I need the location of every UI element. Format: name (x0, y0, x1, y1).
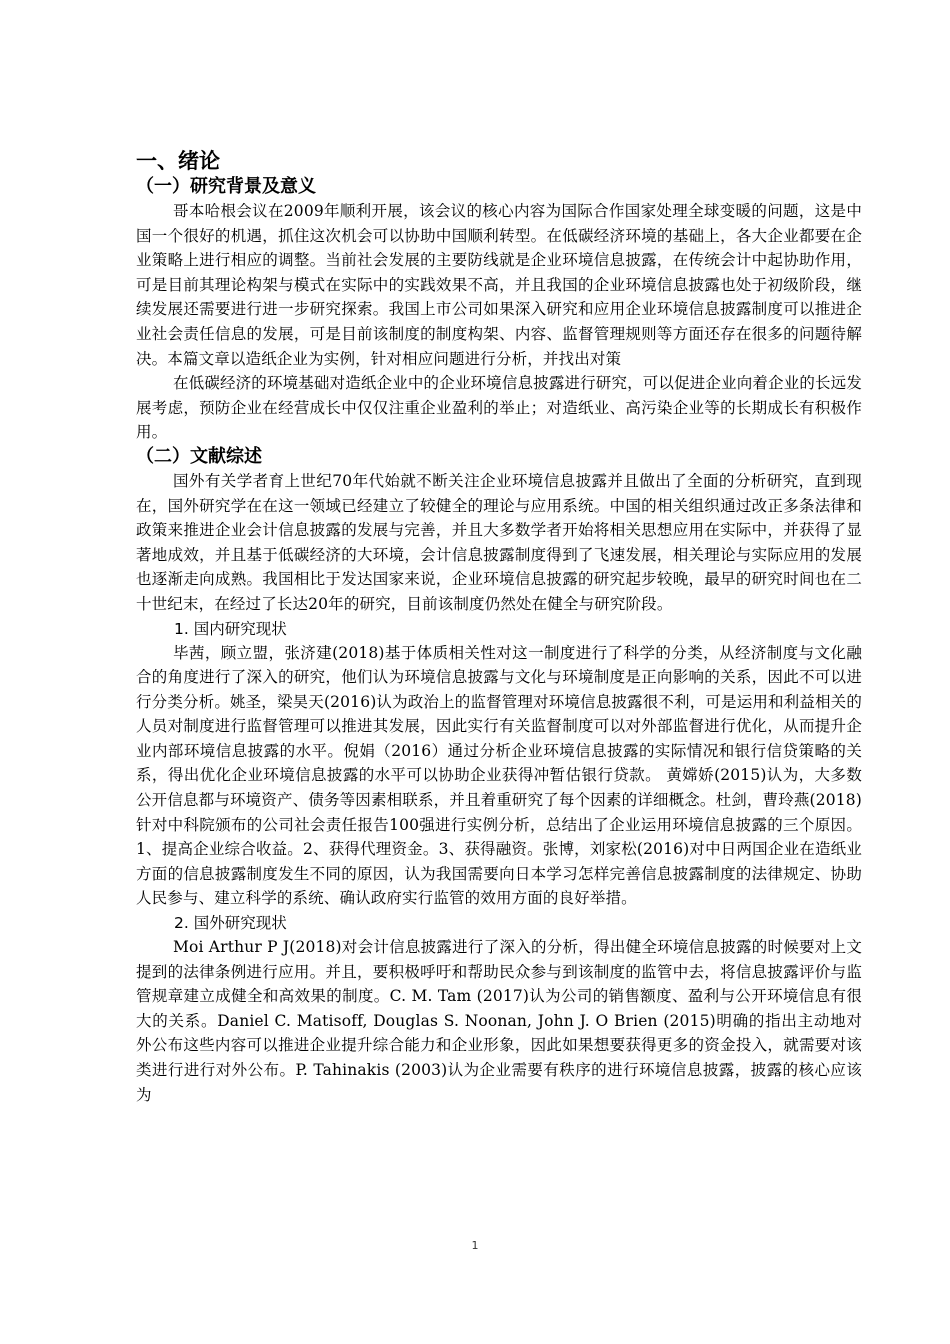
page-number: 1 (471, 1239, 479, 1252)
paragraph-foreign-research: Moi Arthur P J(2018)对会计信息披露进行了深入的分析，得出健全环境信息披露的时候要对上文提到的法律条例进行应用。并且，要积极呼吁和帮助民众参与到该制度的监管中去，将信息披露评价与监管规章建立成健全和高效果的制度。C. M. Tam (2017)认为公司的销售额度、盈利与公开环境信息有很大的关系。Daniel C. Matisoff, Douglas S. Noonan, John J. O Brien (2015)明确的指出主动地对外公布这些内容可以推进企业提升综合能力和企业形象，因此如果想要获得更多的资金投入，就需要对该类进行进行对外公布。P. Tahinakis (2003)认为企业需要有秩序的进行环境信息披露，披露的核心应该为 (136, 938, 862, 1104)
paragraph-background-1: 哥本哈根会议在2009年顺利开展，该会议的核心内容为国际合作国家处理全球变暖的问题，这是中国一个很好的机遇，抓住这次机会可以协助中国顺利转型。在低碳经济环境的基础上，各大企业都要在企业策略上进行相应的调整。当前社会发展的主要防线就是企业环境信息披露，在传统会计中起协助作用，可是目前其理论构架与模式在实际中的实践效果不高，并且我国的企业环境信息披露也处于初级阶段，继续发展还需要进行进一步研究探索。我国上市公司如果深入研究和应用企业环境信息披露制度可以推进企业社会责任信息的发展，可是目前该制度的制度构架、内容、监督管理规则等方面还存在很多的问题待解决。本篇文章以造纸企业为实例，针对相应问题进行分析，并找出对策 (136, 202, 862, 368)
paragraph-background-2: 在低碳经济的环境基础对造纸企业中的企业环境信息披露进行研究，可以促进企业向着企业的长远发展考虑，预防企业在经营成长中仅仅注重企业盈利的举止；对造纸业、高污染企业等的长期成长有积极作用。 (136, 374, 862, 442)
subsection-heading-foreign: 2. 国外研究现状 (174, 914, 287, 933)
chapter-title: 一、绪论 (136, 149, 220, 173)
paragraph-literature-intro: 国外有关学者育上世纪70年代始就不断关注企业环境信息披露并且做出了全面的分析研究，直到现在，国外研究学在在这一领域已经建立了较健全的理论与应用系统。中国的相关组织通过改正多条法律和政策来推进企业会计信息披露的发展与完善，并且大多数学者开始将相关思想应用在实际中，并获得了显著地成效，并且基于低碳经济的大环境，会计信息披露制度得到了飞速发展，相关理论与实际应用的发展也逐渐走向成熟。我国相比于发达国家来说，企业环境信息披露的研究起步较晚，最早的研究时间也在二十世纪末，在经过了长达20年的研究，目前该制度仍然处在健全与研究阶段。 (136, 471, 862, 613)
paragraph-domestic-research: 毕茜，顾立盟，张济建(2018)基于体质相关性对这一制度进行了科学的分类，从经济制度与文化融合的角度进行了深入的研究，他们认为环境信息披露与文化与环境制度是正向影响的关系，因此不可以进行分类分析。姚圣，梁昊天(2016)认为政治上的监督管理对环境信息披露很不利，可是运用和利益相关的人员对制度进行监督管理可以推进其发展，因此实行有关监督制度可以对外部监督进行优化，从而提升企业内部环境信息披露的水平。倪娟（2016）通过分析企业环境信息披露的实际情况和银行信贷策略的关系，得出优化企业环境信息披露的水平可以协助企业获得冲暂估银行贷款。 黄嫦娇(2015)认为，大多数公开信息都与环境资产、债务等因素相联系，并且着重研究了每个因素的详细概念。杜剑，曹玲燕(2018)针对中科院颁布的公司社会责任报告100强进行实例分析，总结出了企业运用环境信息披露的三个原因。1、提高企业综合收益。2、获得代理资金。3、获得融资。张博，刘家松(2016)对中日两国企业在造纸业方面的信息披露制度发生不同的原因，认为我国需要向日本学习怎样完善信息披露制度的法律规定、协助人民参与、建立科学的系统、确认政府实行监管的效用方面的良好举措。 (136, 643, 862, 908)
section-heading-literature-review: （二）文献综述 (136, 445, 262, 467)
subsection-heading-domestic: 1. 国内研究现状 (174, 619, 287, 638)
section-heading-background: （一）研究背景及意义 (136, 176, 316, 197)
page-content (136, 147, 862, 1107)
